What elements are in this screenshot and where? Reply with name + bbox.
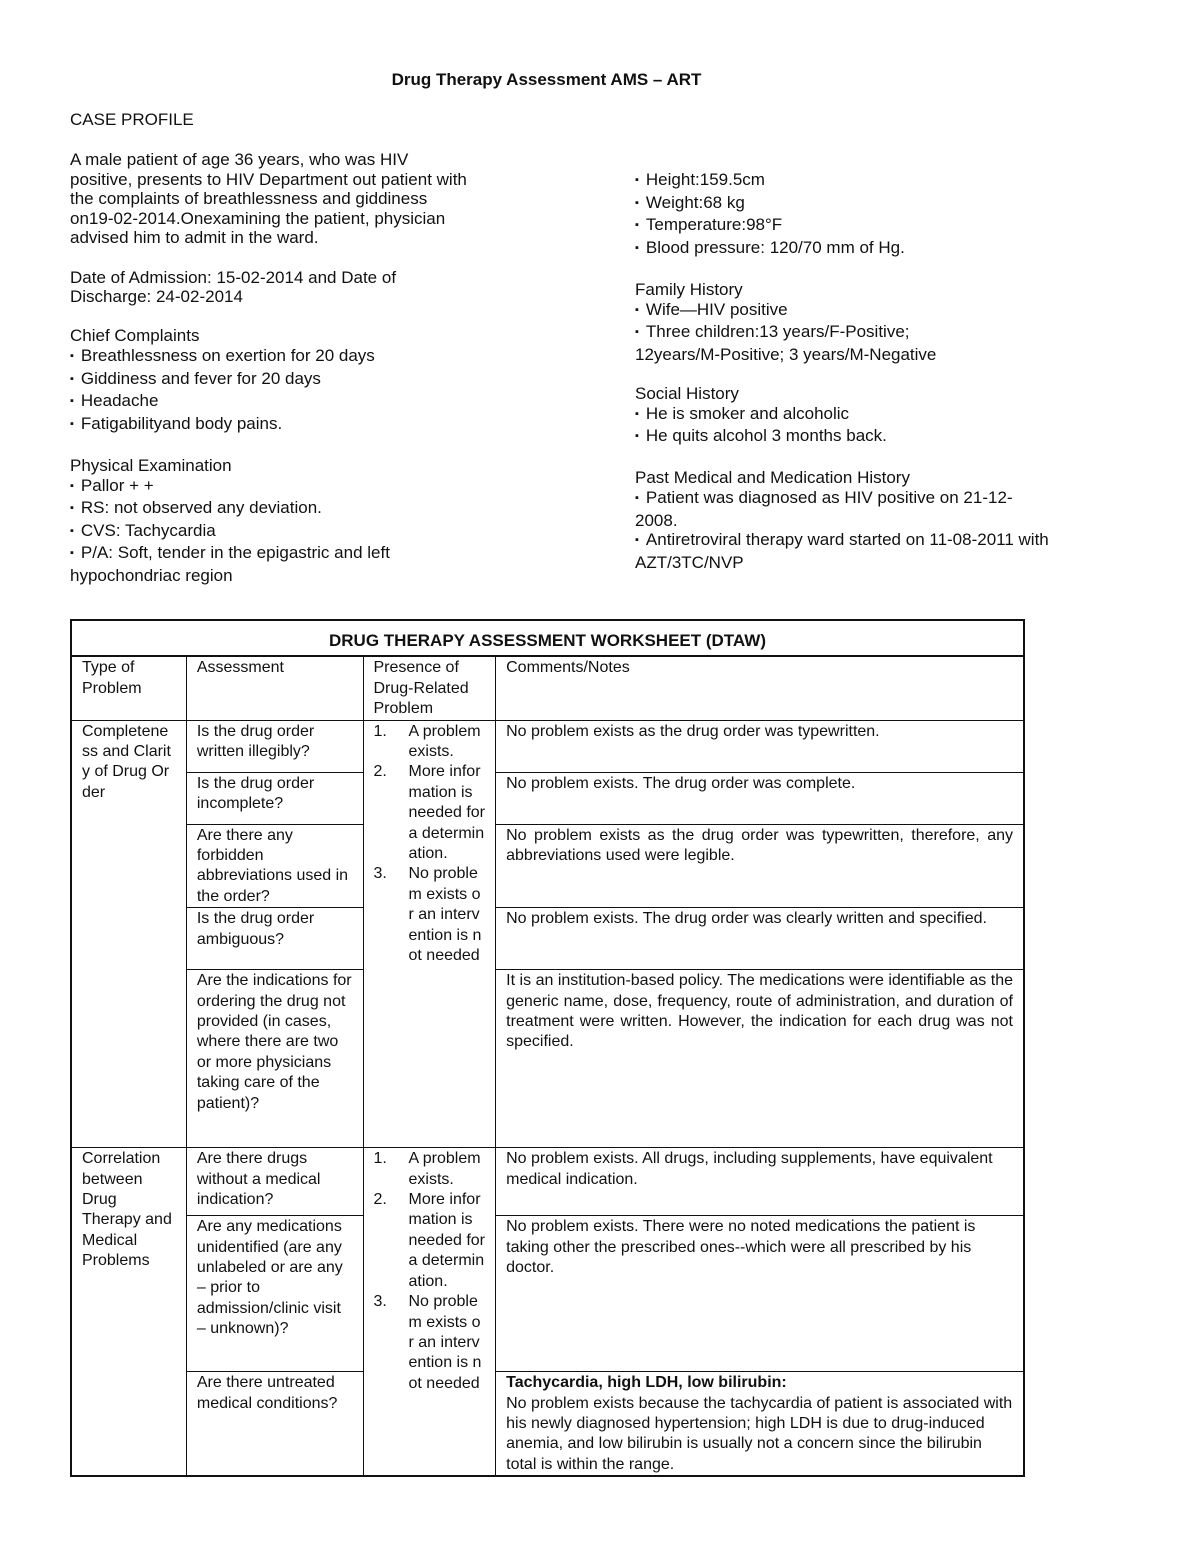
comment-cell: No problem exists. The drug order was clearly written and specified. (496, 908, 1024, 970)
list-item: ▪ He quits alcohol 3 months back. (635, 426, 1135, 449)
list-item: 1. A problem exists. (373, 1150, 481, 1188)
presence-options (374, 722, 486, 967)
table-row (71, 1148, 1024, 1216)
header-presence: Presence of Drug-Related Problem (363, 656, 496, 720)
table-row (71, 1216, 1024, 1372)
chief-complaints-title: Chief Complaints (70, 326, 200, 346)
list-item: ▪ He is smoker and alcoholic (635, 404, 1135, 427)
case-left-column (70, 150, 470, 605)
list-item: ▪ Three children:13 years/F-Positive; 12years/M-Positive; 3 years/M-Negative (635, 322, 995, 364)
list-item: ▪ Antiretroviral therapy ward started on 11-08-2011 with AZT/3TC/NVP (635, 530, 1135, 572)
comment-text: No problem exists because the tachycardia of patient is associated with his newly diagnosed hypertension; high LDH is due to drug-induced anemia, and low bilirubin is usually not a concern since the bilirubin total is within the range. (506, 1394, 1013, 1473)
comment-cell: No problem exists as the drug order was typewritten. (496, 720, 1024, 772)
list-item: ▪ Temperature:98°F (635, 215, 1135, 238)
social-history-list (635, 404, 1135, 449)
table-title-row (71, 620, 1024, 656)
table-row (71, 720, 1024, 772)
comment-cell: No problem exists. The drug order was complete. (496, 772, 1024, 824)
presence-cell (363, 1148, 496, 1477)
list-item: 1. A problem exists. (373, 722, 481, 761)
problem-type-cell: Completeness and Clarity of Drug Order (71, 720, 186, 1148)
comment-cell: No problem exists. There were no noted medications the patient is taking other the prescribed ones--which were all prescribed by his doctor. (496, 1216, 1024, 1372)
past-history-title: Past Medical and Medication History (635, 468, 910, 488)
assessment-cell: Are there untreated medical conditions? (186, 1372, 363, 1477)
list-item: ▪ Breathlessness on exertion for 20 days (70, 346, 470, 369)
patient-intro: A male patient of age 36 years, who was HIV positive, presents to HIV Department out patient with the complaints of breathlessness and giddiness on19-02-2014.Onexamining the patient, physician advised him to admit in the ward. (70, 150, 467, 248)
table-row (71, 908, 1024, 970)
header-assessment: Assessment (186, 656, 363, 720)
header-type-of-problem: Type of Problem (71, 656, 186, 720)
chief-complaints-list (70, 346, 470, 436)
social-history-title: Social History (635, 383, 739, 403)
assessment-cell: Are there any forbidden abbreviations used in the order? (186, 824, 363, 908)
table-row (71, 772, 1024, 824)
dtaw-table (70, 619, 1025, 1477)
table-row (71, 824, 1024, 908)
physical-exam-title: Physical Examination (70, 455, 232, 475)
presence-options (374, 1149, 486, 1394)
list-item: ▪ RS: not observed any deviation. (70, 498, 470, 521)
worksheet-title: DRUG THERAPY ASSESSMENT WORKSHEET (DTAW) (71, 620, 1024, 656)
past-history-list (635, 488, 1135, 572)
assessment-cell: Are any medications unidentified (are any unlabeled or are any – prior to admission/clinic visit – unknown)? (186, 1216, 363, 1372)
family-history-list (635, 300, 1135, 365)
list-item: ▪ Pallor + + (70, 476, 470, 499)
case-profile-heading: CASE PROFILE (70, 110, 194, 129)
problem-type-cell: Correlation between Drug Therapy and Medical Problems (71, 1148, 186, 1477)
list-item: ▪ CVS: Tachycardia (70, 521, 470, 544)
assessment-cell: Is the drug order written illegibly? (186, 720, 363, 772)
family-history-title: Family History (635, 279, 743, 299)
list-item: 3. No problem exists or an intervention is not needed (373, 865, 482, 965)
list-item: ▪ P/A: Soft, tender in the epigastric and left hypochondriac region (70, 543, 470, 585)
list-item: ▪ Fatigabilityand body pains. (70, 414, 470, 437)
list-item: ▪ Height:159.5cm (635, 170, 1135, 193)
assessment-cell: Are there drugs without a medical indication? (186, 1148, 363, 1216)
vitals-list (635, 170, 1135, 260)
list-item: ▪ Blood pressure: 120/70 mm of Hg. (635, 238, 1135, 261)
list-item: ▪ Headache (70, 391, 470, 414)
comment-cell: No problem exists. All drugs, including supplements, have equivalent medical indication. (496, 1148, 1024, 1216)
list-item: 2. More information is needed for a determination. (373, 1191, 486, 1290)
case-right-column (635, 170, 1135, 592)
list-item: ▪ Wife—HIV positive (635, 300, 1135, 323)
comment-cell: It is an institution-based policy. The medications were identifiable as the generic name, dose, frequency, route of administration, and duration of treatment were written. However, the indication for each drug was not specified. (496, 970, 1024, 1148)
list-item: ▪ Giddiness and fever for 20 days (70, 369, 470, 392)
list-item: 3. No problem exists or an intervention is not needed (373, 1293, 482, 1392)
presence-cell (363, 720, 496, 1148)
table-header-row (71, 656, 1024, 720)
document-title: Drug Therapy Assessment AMS – ART (391, 70, 702, 89)
list-item: ▪ Patient was diagnosed as HIV positive on 21-12-2008. (635, 488, 1035, 530)
assessment-cell: Are the indications for ordering the drug not provided (in cases, where there are two or more physicians taking care of the patient)? (186, 970, 363, 1148)
table-row (71, 1372, 1024, 1477)
comment-cell: No problem exists as the drug order was typewritten, therefore, any abbreviations used were legible. (496, 824, 1024, 908)
assessment-cell: Is the drug order ambiguous? (186, 908, 363, 970)
list-item: ▪ Weight:68 kg (635, 193, 1135, 216)
comment-cell (496, 1372, 1024, 1477)
admission-dates: Date of Admission: 15-02-2014 and Date of Discharge: 24-02-2014 (70, 267, 397, 307)
list-item: 2. More information is needed for a determination. (373, 763, 486, 863)
assessment-cell: Is the drug order incomplete? (186, 772, 363, 824)
physical-exam-list (70, 476, 470, 586)
comment-subtitle: Tachycardia, high LDH, low bilirubin: (506, 1374, 787, 1392)
header-comments: Comments/Notes (496, 656, 1024, 720)
table-row (71, 970, 1024, 1148)
